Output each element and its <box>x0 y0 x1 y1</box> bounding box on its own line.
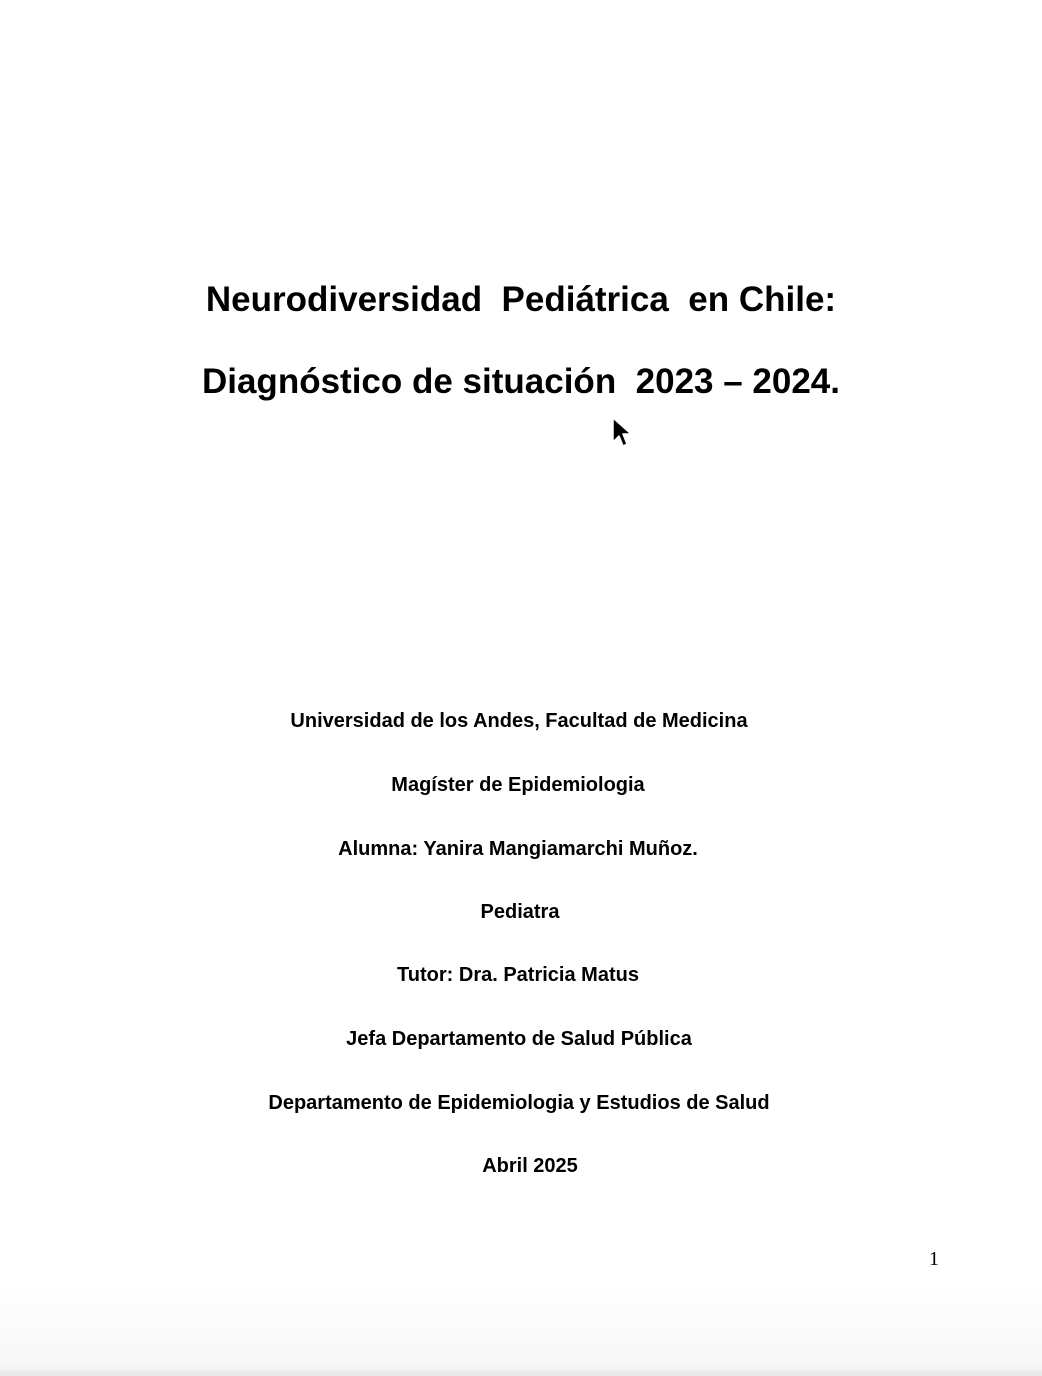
student-text: Alumna: Yanira Mangiamarchi Muñoz. <box>338 838 698 860</box>
document-title-line-2: Diagnóstico de situación 2023 – 2024. <box>201 362 841 401</box>
tutor-text: Tutor: Dra. Patricia Matus <box>397 964 639 986</box>
date-text: Abril 2025 <box>482 1155 578 1177</box>
program-text: Magíster de Epidemiologia <box>391 774 645 796</box>
page-number: 1 <box>929 1248 939 1270</box>
page-bottom-edge <box>0 1371 1042 1376</box>
department-text: Departamento de Epidemiologia y Estudios de Salud <box>268 1092 770 1114</box>
arrow-pointer-icon <box>611 416 635 452</box>
document-title-line-1: Neurodiversidad Pediátrica en Chile: <box>205 280 837 319</box>
student-role-text: Pediatra <box>480 901 560 923</box>
tutor-role-text: Jefa Departamento de Salud Pública <box>346 1028 692 1050</box>
page-bottom-shadow <box>0 1286 1042 1376</box>
institution-text: Universidad de los Andes, Facultad de Medicina <box>290 710 748 732</box>
